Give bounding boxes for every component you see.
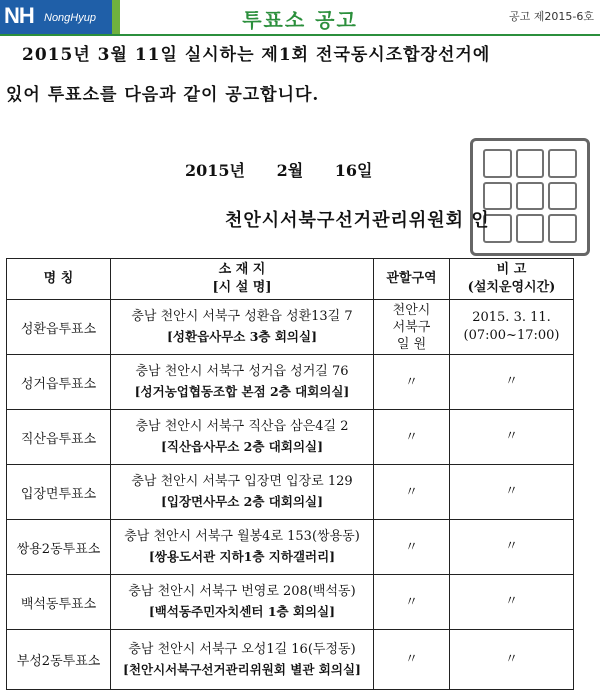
station-name: 입장면투표소 bbox=[7, 465, 111, 520]
station-location bbox=[111, 630, 374, 690]
station-facility: [입장면사무소 2층 대회의실] bbox=[160, 494, 324, 509]
remarks-line: 2015. 3. 11. bbox=[472, 310, 551, 325]
header-remarks-line1: 비 고 bbox=[496, 262, 527, 277]
station-remarks: 〃 bbox=[450, 355, 574, 410]
station-jurisdiction: 〃 bbox=[374, 630, 450, 690]
station-remarks: 〃 bbox=[450, 575, 574, 630]
station-jurisdiction bbox=[374, 300, 450, 355]
notice-line-2: 있어 투표소를 다음과 같이 공고합니다. bbox=[6, 85, 320, 105]
header-location bbox=[111, 259, 374, 300]
station-address: 충남 천안시 서북구 입장면 입장로 129 bbox=[131, 474, 353, 489]
station-name: 백석동투표소 bbox=[7, 575, 111, 630]
table-header-row bbox=[7, 259, 574, 300]
station-location bbox=[111, 355, 374, 410]
jurisdiction-line: 서북구 bbox=[392, 319, 431, 335]
header-remarks-line2: (설치운영시간) bbox=[467, 280, 556, 295]
station-name: 성거읍투표소 bbox=[7, 355, 111, 410]
remarks-line: (07:00~17:00) bbox=[463, 328, 560, 343]
station-jurisdiction: 〃 bbox=[374, 355, 450, 410]
station-facility: [성거농업협동조합 본점 2층 대회의실] bbox=[134, 384, 350, 399]
date-day: 16일 bbox=[334, 161, 373, 180]
station-name: 쌍용2동투표소 bbox=[7, 520, 111, 575]
header-name: 명 칭 bbox=[7, 259, 111, 300]
issuer-name: 천안시서북구선거관리위원회 인 bbox=[225, 210, 490, 231]
station-facility: [성환읍사무소 3층 회의실] bbox=[167, 329, 317, 344]
document-header bbox=[0, 0, 600, 34]
station-address: 충남 천안시 서북구 오성1길 16(두정동) bbox=[128, 641, 356, 657]
station-facility: [백석동주민자치센터 1층 회의실] bbox=[148, 604, 336, 619]
station-remarks: 〃 bbox=[450, 410, 574, 465]
station-jurisdiction: 〃 bbox=[374, 410, 450, 465]
station-name: 부성2동투표소 bbox=[7, 630, 111, 690]
logo-text: NongHyup bbox=[44, 12, 96, 24]
table-row bbox=[7, 300, 574, 355]
table-row bbox=[7, 355, 574, 410]
station-remarks: 〃 bbox=[450, 465, 574, 520]
station-jurisdiction: 〃 bbox=[374, 465, 450, 520]
date-year: 2015년 bbox=[185, 161, 245, 180]
header-divider bbox=[0, 34, 600, 36]
station-location bbox=[111, 520, 374, 575]
official-seal-icon bbox=[470, 138, 590, 256]
station-remarks: 〃 bbox=[450, 630, 574, 690]
station-address: 충남 천안시 서북구 성환읍 성환13길 7 bbox=[131, 309, 353, 324]
table-row bbox=[7, 575, 574, 630]
header-location-line1: 소 재 지 bbox=[218, 262, 266, 277]
table-row bbox=[7, 410, 574, 465]
station-facility: [천안시서북구선거관리위원회 별관 회의실] bbox=[123, 661, 361, 677]
station-name: 성환읍투표소 bbox=[7, 300, 111, 355]
header-jurisdiction: 관할구역 bbox=[374, 259, 450, 300]
jurisdiction-line: 천안시 bbox=[392, 302, 431, 318]
date-month: 2월 bbox=[276, 161, 304, 180]
document-number: 공고 제2015-6호 bbox=[509, 10, 594, 23]
table-row bbox=[7, 465, 574, 520]
station-remarks: 〃 bbox=[450, 520, 574, 575]
header-remarks bbox=[450, 259, 574, 300]
notice-line-1: 2015년 3월 11일 실시하는 제1회 전국동시조합장선거에 bbox=[22, 45, 491, 65]
notice-date bbox=[185, 158, 398, 181]
table-row bbox=[7, 520, 574, 575]
logo-mark: NH bbox=[4, 3, 34, 28]
polling-station-table bbox=[6, 258, 574, 690]
station-address: 충남 천안시 서북구 성거읍 성거길 76 bbox=[135, 364, 349, 379]
station-location bbox=[111, 410, 374, 465]
station-location bbox=[111, 575, 374, 630]
table-row bbox=[7, 630, 574, 690]
document-title: 투표소 공고 bbox=[242, 8, 358, 32]
station-address: 충남 천안시 서북구 번영로 208(백석동) bbox=[128, 584, 356, 599]
station-location bbox=[111, 465, 374, 520]
station-address: 충남 천안시 서북구 직산읍 삼은4길 2 bbox=[135, 419, 349, 434]
station-location bbox=[111, 300, 374, 355]
station-jurisdiction: 〃 bbox=[374, 520, 450, 575]
jurisdiction-line: 일 원 bbox=[396, 336, 427, 352]
station-remarks bbox=[450, 300, 574, 355]
header-location-line2: [시 설 명] bbox=[212, 280, 272, 295]
station-name: 직산읍투표소 bbox=[7, 410, 111, 465]
station-address: 충남 천안시 서북구 월봉4로 153(쌍용동) bbox=[124, 529, 360, 544]
station-facility: [직산읍사무소 2층 대회의실] bbox=[160, 439, 324, 454]
station-facility: [쌍용도서관 지하1층 지하갤러리] bbox=[148, 549, 336, 564]
station-jurisdiction: 〃 bbox=[374, 575, 450, 630]
